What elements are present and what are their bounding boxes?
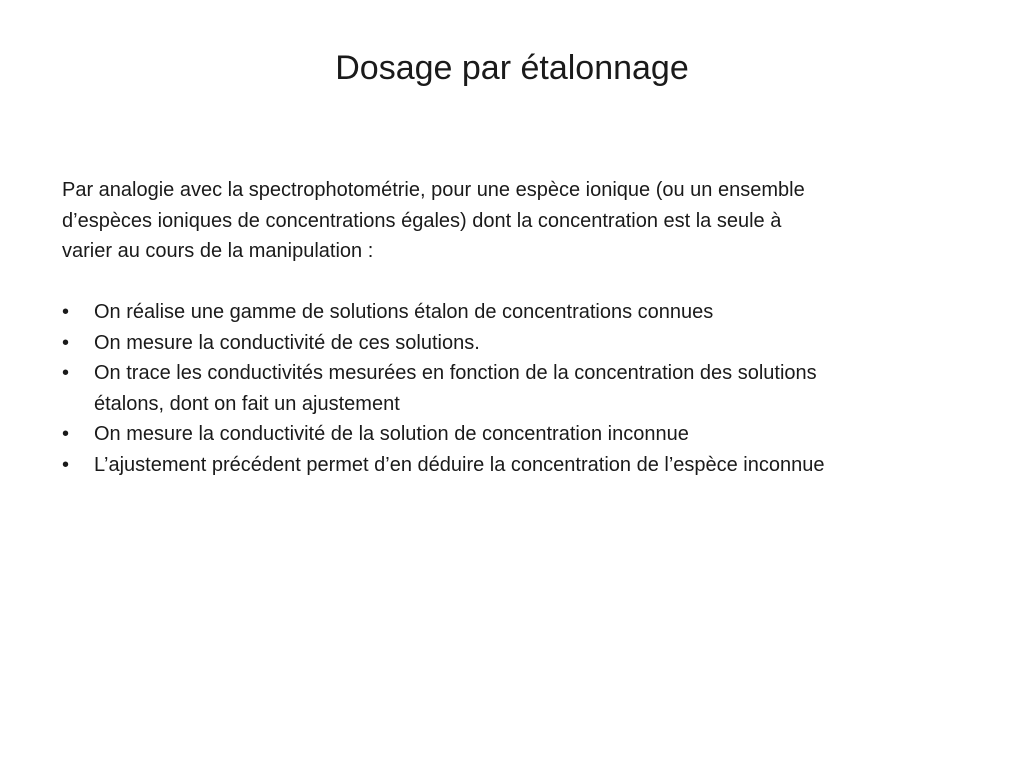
bullet-text: L’ajustement précédent permet d’en déduire la concentration de l’espèce inconnue	[94, 453, 825, 476]
bullet-text: On mesure la conductivité de la solution de concentration inconnue	[94, 423, 689, 445]
bullet-icon: •	[62, 301, 70, 323]
bullet-text: On mesure la conductivité de ces solutions.	[94, 331, 480, 354]
bullet-item	[62, 450, 962, 481]
bullet-icon: •	[62, 362, 70, 384]
slide-body	[62, 175, 962, 480]
bullet-list	[62, 297, 962, 480]
bullet-icon: •	[62, 453, 70, 476]
bullet-text: On trace les conductivités mesurées en fonction de la concentration des solutions étalons, dont on fait un ajustement	[94, 362, 817, 415]
slide-title: Dosage par étalonnage	[335, 49, 689, 87]
bullet-item	[62, 419, 962, 450]
bullet-text: On réalise une gamme de solutions étalon de concentrations connues	[94, 301, 714, 323]
bullet-icon: •	[62, 331, 70, 354]
bullet-item	[62, 297, 962, 328]
bullet-item	[62, 328, 962, 359]
bullet-item	[62, 358, 962, 419]
paragraph-spacer	[62, 267, 962, 298]
intro-paragraph: Par analogie avec la spectrophotométrie, pour une espèce ionique (ou un ensemble d’espèces ioniques de concentrations égales) dont la concentration est la seule à varier au cours de la manipulation :	[62, 179, 805, 262]
bullet-icon: •	[62, 423, 70, 445]
